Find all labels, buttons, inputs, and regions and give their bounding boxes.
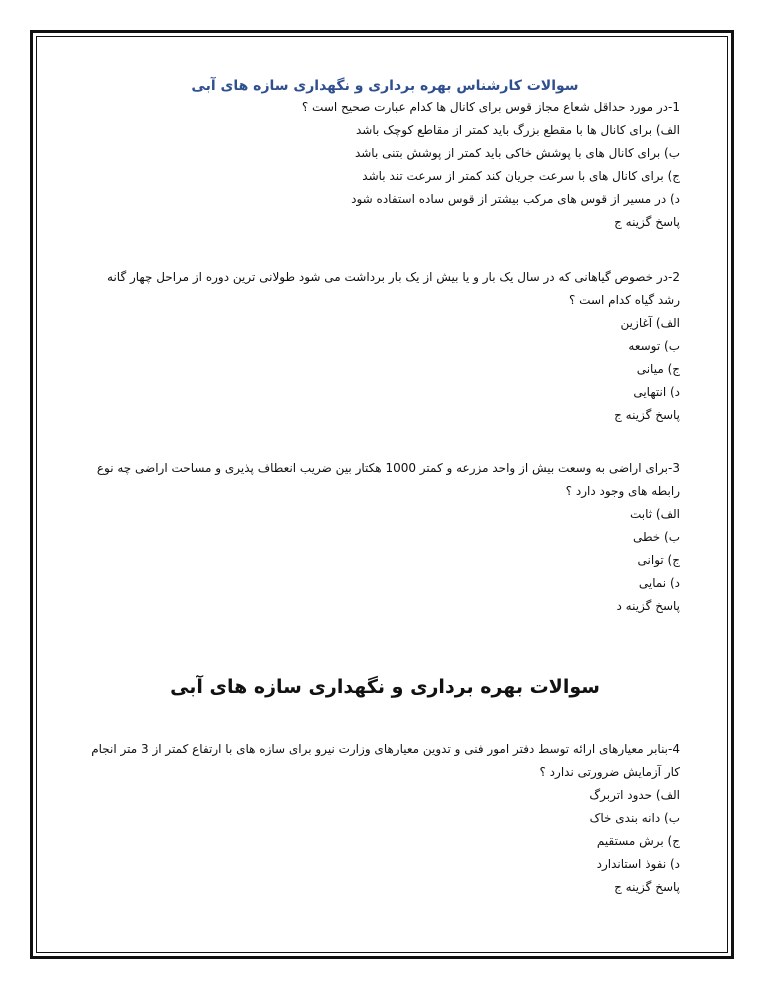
question-4 (90, 738, 680, 899)
answer-line: پاسخ گزینه د (616, 599, 680, 613)
option-a: الف) ثابت (629, 507, 680, 521)
option-a: الف) آغازین (620, 316, 680, 330)
question-3 (90, 457, 680, 618)
option-d: د) انتهایی (633, 385, 680, 399)
question-stem: 3-برای اراضی به وسعت بیش از واحد مزرعه و کمتر 1000 هکتار بین ضریب انعطاف پذیری و مساحت اراضی چه نوع رابطه های وجود دارد ؟ (96, 461, 680, 498)
question-stem: 4-بنابر معیارهای ارائه توسط دفتر امور فنی و تدوین معیارهای وزارت نیرو برای سازه های با ارتفاع کمتر از 3 متر انجام کار آزمایش ضرورتی ندارد ؟ (91, 742, 680, 779)
answer-line: پاسخ گزینه ج (614, 215, 680, 229)
option-b: ب) دانه بندی خاک (589, 811, 680, 825)
question-2 (90, 266, 680, 427)
answer-line: پاسخ گزینه ج (614, 880, 680, 894)
question-stem: 2-در خصوص گیاهانی که در سال یک بار و یا بیش از یک بار برداشت می شود طولانی ترین دوره از مراحل چهار گانه رشد گیاه کدام است ؟ (107, 270, 680, 307)
option-b: ب) خطی (632, 530, 680, 544)
option-d: د) نفوذ استاندارد (596, 857, 680, 871)
option-c: ج) میانی (636, 362, 680, 376)
option-a: الف) برای کانال ها با مقطع بزرگ باید کمتر از مقاطع کوچک باشد (355, 123, 680, 137)
option-c: ج) برش مستقیم (596, 834, 680, 848)
answer-line: پاسخ گزینه ج (614, 408, 680, 422)
option-d: د) در مسیر از قوس های مرکب بیشتر از قوس ساده استفاده شود (351, 192, 680, 206)
option-d: د) نمایی (638, 576, 680, 590)
option-c: ج) برای کانال های با سرعت جریان کند کمتر از سرعت تند باشد (362, 169, 680, 183)
section-title: سوالات بهره برداری و نگهداری سازه های آبی (170, 676, 600, 698)
option-b: ب) توسعه (628, 339, 680, 353)
option-b: ب) برای کانال های با پوشش خاکی باید کمتر از پوشش بتنی باشد (354, 146, 680, 160)
option-a: الف) حدود اتربرگ (589, 788, 680, 802)
question-stem: 1-در مورد حداقل شعاع مجاز قوس برای کانال ها کدام عبارت صحیح است ؟ (301, 100, 680, 114)
question-1 (90, 96, 680, 234)
header-title: سوالات کارشناس بهره برداری و نگهداری سازه های آبی (191, 78, 579, 94)
option-c: ج) توانی (637, 553, 680, 567)
